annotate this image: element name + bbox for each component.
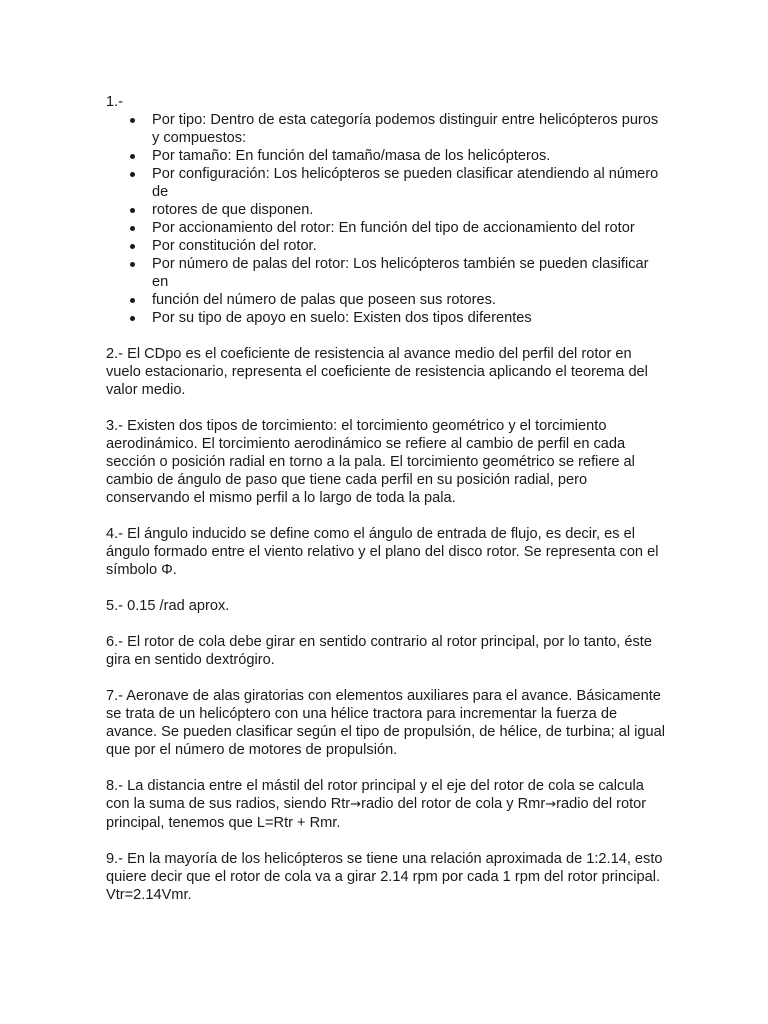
bullet-icon [130,154,135,159]
bullet-icon [130,226,135,231]
bullet-text: Por configuración: Los helicópteros se pueden clasificar atendiendo al número de [152,166,659,200]
bullet-icon [130,118,135,123]
bullet-item [106,255,666,291]
bullet-icon [130,244,135,249]
answer-7: 7.- Aeronave de alas giratorias con elementos auxiliares para el avance. Básicamente se trata de un helicóptero con una hélice tractora para incrementar la fuerza de avance. Se pueden clasificar según el tipo de propulsión, de hélice, de turbina; al igual que por el número de motores de propulsión. [106,688,665,758]
answer-1-number: 1.- [106,94,124,110]
bullet-item [106,309,666,327]
bullet-icon [130,262,135,267]
bullet-item [106,201,666,219]
bullet-icon [130,316,135,321]
bullet-text: Por constitución del rotor. [152,238,317,254]
answer-1-bullet-list [106,111,666,327]
bullet-item [106,291,666,309]
arrow-right-icon: → [350,797,362,812]
bullet-icon [130,172,135,177]
arrow-right-icon: → [545,797,557,812]
bullet-text: Por número de palas del rotor: Los helicópteros también se pueden clasificar en [152,256,649,290]
bullet-text: Por su tipo de apoyo en suelo: Existen dos tipos diferentes [152,310,532,326]
bullet-text: Por tamaño: En función del tamaño/masa de los helicópteros. [152,148,551,164]
bullet-item [106,237,666,255]
answer-6: 6.- El rotor de cola debe girar en sentido contrario al rotor principal, por lo tanto, éste gira en sentido dextrógiro. [106,634,652,668]
bullet-text: función del número de palas que poseen sus rotores. [152,292,496,308]
bullet-item [106,165,666,201]
answer-2: 2.- El CDpo es el coeficiente de resistencia al avance medio del perfil del rotor en vuelo estacionario, representa el coeficiente de resistencia aplicando el teorema del valor medio. [106,346,648,398]
bullet-icon [130,298,135,303]
bullet-item [106,147,666,165]
answer-5: 5.- 0.15 /rad aprox. [106,598,230,614]
answer-4: 4.- El ángulo inducido se define como el ángulo de entrada de flujo, es decir, es el ángulo formado entre el viento relativo y el plano del disco rotor. Se representa con el símbolo Φ. [106,526,659,578]
bullet-item [106,219,666,237]
answer-8-text-end: radio del rotor principal, tenemos que L=Rtr + Rmr. [106,796,647,831]
bullet-item [106,111,666,147]
answer-8-text-start: 8.- La distancia entre el mástil del rotor principal y el eje del rotor de cola se calcula con la suma de sus radios, siendo Rtr [106,778,644,812]
bullet-text: rotores de que disponen. [152,202,314,218]
answer-9: 9.- En la mayoría de los helicópteros se tiene una relación aproximada de 1:2.14, esto quiere decir que el rotor de cola va a girar 2.14 rpm por cada 1 rpm del rotor principal. Vtr=2.14Vmr. [106,851,663,903]
answer-8-text-middle: radio del rotor de cola y Rmr [361,796,546,812]
bullet-text: Por accionamiento del rotor: En función del tipo de accionamiento del rotor [152,220,635,236]
answer-3: 3.- Existen dos tipos de torcimiento: el torcimiento geométrico y el torcimiento aerodinámico. El torcimiento aerodinámico se refiere al cambio de perfil en cada sección o posición radial en torno a la pala. El torcimiento geométrico se refiere al cambio de ángulo de paso que tiene cada perfil en su posición radial, pero conservando el mismo perfil a lo largo de toda la pala. [106,418,635,506]
document-body [106,93,666,904]
bullet-text: Por tipo: Dentro de esta categoría podemos distinguir entre helicópteros puros y compuestos: [152,112,659,146]
bullet-icon [130,208,135,213]
answer-8 [106,777,666,832]
